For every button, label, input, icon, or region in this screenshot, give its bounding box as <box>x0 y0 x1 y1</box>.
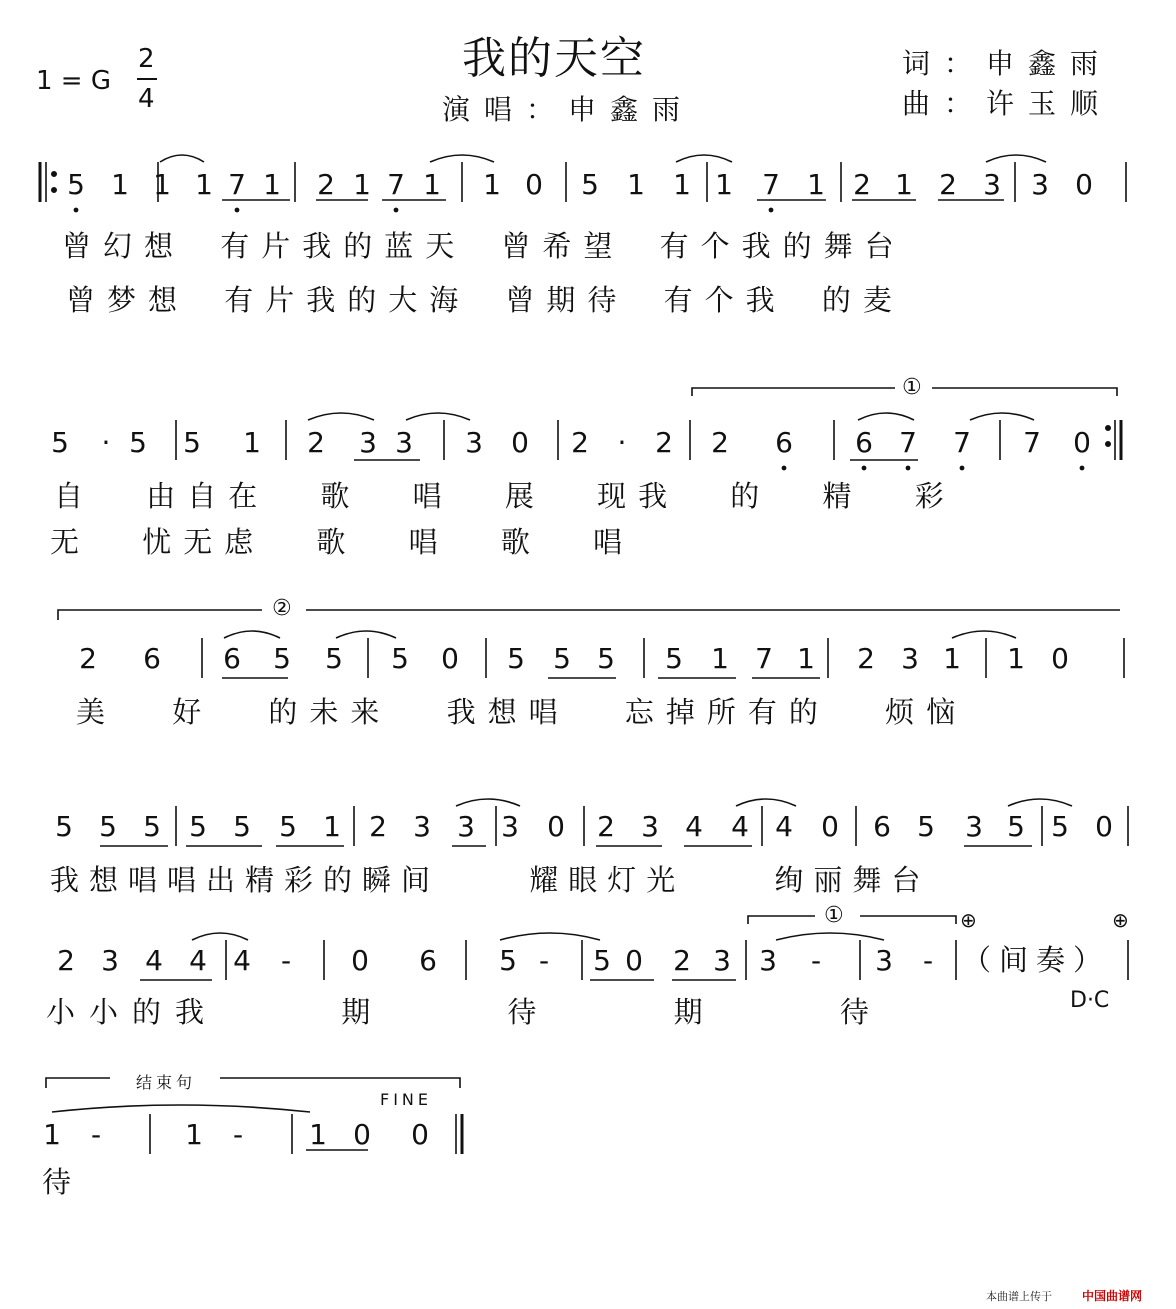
note-s3-19: 0 <box>1051 642 1069 675</box>
note-s6-1: 1 <box>43 1118 61 1151</box>
time-signature-top: 2 <box>138 44 155 74</box>
low-octave-dot <box>862 466 867 471</box>
ending-label: 结束句 <box>136 1073 197 1092</box>
note-s5-8: 6 <box>419 944 437 977</box>
note-s5-11: 5 <box>593 944 611 977</box>
lyrics-line-2-verse-1: 自 由自在 歌 唱 展 现我 的 精 彩 <box>54 479 956 513</box>
note-s3-3: 6 <box>223 642 241 675</box>
note-s4-16: 4 <box>731 810 749 843</box>
key-signature: 1 = G <box>36 66 112 96</box>
note-s3-11: 5 <box>665 642 683 675</box>
note-s5-6: - <box>280 944 292 977</box>
note-s2-11: 2 <box>571 426 589 459</box>
note-s4-14: 3 <box>641 810 659 843</box>
volta-2-label: ② <box>272 596 292 621</box>
note-s4-19: 6 <box>873 810 891 843</box>
volta-1-label-b: ① <box>824 903 844 928</box>
lyrics-line-4: 我想唱唱出精彩的瞬间 耀眼灯光 绚丽舞台 <box>50 863 931 897</box>
note-s1-19: 2 <box>853 168 871 201</box>
note-s3-10: 5 <box>597 642 615 675</box>
note-s1-20: 1 <box>895 168 913 201</box>
low-octave-dot <box>906 466 911 471</box>
note-s6-3: 1 <box>185 1118 203 1151</box>
note-s5-18: - <box>922 944 934 977</box>
note-s4-4: 5 <box>189 810 207 843</box>
note-s2-18: 7 <box>953 426 971 459</box>
composer-credit: 曲：许玉顺 <box>902 87 1113 120</box>
note-s2-12: · <box>617 426 627 459</box>
note-s3-6: 5 <box>391 642 409 675</box>
note-s1-3: 1 <box>153 168 171 201</box>
low-octave-dot <box>74 208 79 213</box>
note-s1-14: 1 <box>627 168 645 201</box>
note-s2-15: 6 <box>775 426 793 459</box>
note-s3-18: 1 <box>1007 642 1025 675</box>
note-s4-17: 4 <box>775 810 793 843</box>
note-s4-3: 5 <box>143 810 161 843</box>
note-s3-9: 5 <box>553 642 571 675</box>
note-s4-5: 5 <box>233 810 251 843</box>
lyrics-line-6: 待 <box>42 1165 72 1199</box>
note-s6-5: 1 <box>309 1118 327 1151</box>
note-s1-8: 1 <box>353 168 371 201</box>
note-s1-11: 1 <box>483 168 501 201</box>
site-logo-text[interactable]: 中国曲谱网 <box>1082 1289 1143 1303</box>
note-s2-5: 1 <box>243 426 261 459</box>
low-octave-dot <box>782 466 787 471</box>
interlude-label: （间奏） <box>962 943 1111 977</box>
note-s6-6: 0 <box>353 1118 371 1151</box>
note-s1-5: 7 <box>228 168 246 201</box>
note-s1-12: 0 <box>525 168 543 201</box>
note-s2-4: 5 <box>183 426 201 459</box>
note-s5-3: 4 <box>145 944 163 977</box>
note-s3-15: 2 <box>857 642 875 675</box>
note-s4-15: 4 <box>685 810 703 843</box>
note-s2-16: 6 <box>855 426 873 459</box>
note-s1-21: 2 <box>939 168 957 201</box>
note-s5-2: 3 <box>101 944 119 977</box>
note-s1-13: 5 <box>581 168 599 201</box>
note-s2-14: 2 <box>711 426 729 459</box>
note-s4-1: 5 <box>55 810 73 843</box>
note-s2-3: 5 <box>129 426 147 459</box>
note-s3-8: 5 <box>507 642 525 675</box>
note-s5-1: 2 <box>57 944 75 977</box>
note-s5-14: 3 <box>713 944 731 977</box>
note-s3-5: 5 <box>325 642 343 675</box>
note-s5-17: 3 <box>875 944 893 977</box>
note-s5-4: 4 <box>189 944 207 977</box>
note-s4-9: 3 <box>413 810 431 843</box>
note-s4-10: 3 <box>457 810 475 843</box>
note-s3-12: 1 <box>711 642 729 675</box>
note-s5-5: 4 <box>233 944 251 977</box>
page-title: 我的天空 <box>462 33 646 84</box>
coda-icon: ⊕ <box>960 908 977 932</box>
note-s4-8: 2 <box>369 810 387 843</box>
time-signature-bottom: 4 <box>138 84 155 114</box>
note-s2-9: 3 <box>465 426 483 459</box>
note-s2-19: 7 <box>1023 426 1041 459</box>
note-s5-9: 5 <box>499 944 517 977</box>
footer-uploaded-text: 本曲谱上传于 <box>986 1290 1052 1303</box>
note-s2-7: 3 <box>359 426 377 459</box>
note-s2-10: 0 <box>511 426 529 459</box>
note-s2-6: 2 <box>307 426 325 459</box>
note-s5-16: - <box>810 944 822 977</box>
low-octave-dot <box>235 208 240 213</box>
lyrics-line-1-verse-1: 曾幻想 有片我的蓝天 曾希望 有个我的舞台 <box>62 229 906 263</box>
note-s3-13: 7 <box>755 642 773 675</box>
note-s3-7: 0 <box>441 642 459 675</box>
note-s4-18: 0 <box>821 810 839 843</box>
note-s1-17: 7 <box>762 168 780 201</box>
note-s2-13: 2 <box>655 426 673 459</box>
note-s2-20: 0 <box>1073 426 1091 459</box>
note-s3-1: 2 <box>79 642 97 675</box>
note-s2-1: 5 <box>51 426 69 459</box>
note-s4-2: 5 <box>99 810 117 843</box>
lyrics-line-1-verse-2: 曾梦想 有片我的大海 曾期待 有个我 的麦 <box>66 283 904 317</box>
low-octave-dot <box>394 208 399 213</box>
note-s1-24: 0 <box>1075 168 1093 201</box>
note-s1-4: 1 <box>195 168 213 201</box>
note-s6-4: - <box>232 1118 244 1151</box>
lyricist-credit: 词：申鑫雨 <box>902 47 1113 80</box>
lyrics-line-5: 小小的我 期 待 期 待 <box>46 995 883 1029</box>
low-octave-dot <box>769 208 774 213</box>
low-octave-dot <box>1080 466 1085 471</box>
note-s1-9: 7 <box>387 168 405 201</box>
note-s3-17: 1 <box>943 642 961 675</box>
note-s3-2: 6 <box>143 642 161 675</box>
note-s4-23: 5 <box>1051 810 1069 843</box>
dc-marker: D·C <box>1070 988 1110 1013</box>
note-s5-10: - <box>538 944 550 977</box>
note-s5-15: 3 <box>759 944 777 977</box>
fine-marker: FINE <box>380 1090 432 1109</box>
note-s2-2: · <box>101 426 111 459</box>
note-s6-7: 0 <box>411 1118 429 1151</box>
note-s4-21: 3 <box>965 810 983 843</box>
note-s4-24: 0 <box>1095 810 1113 843</box>
lyrics-line-2-verse-2: 无 忧无虑 歌 唱 歌 唱 <box>50 525 635 559</box>
note-s1-16: 1 <box>715 168 733 201</box>
note-s3-14: 1 <box>797 642 815 675</box>
singer-credit: 演唱：申鑫雨 <box>442 93 695 126</box>
note-s1-1: 5 <box>67 168 85 201</box>
note-s1-15: 1 <box>673 168 691 201</box>
note-s1-22: 3 <box>983 168 1001 201</box>
note-s4-11: 3 <box>501 810 519 843</box>
note-s3-4: 5 <box>273 642 291 675</box>
note-s1-18: 1 <box>807 168 825 201</box>
note-s4-13: 2 <box>597 810 615 843</box>
note-s4-7: 1 <box>323 810 341 843</box>
note-s5-7: 0 <box>351 944 369 977</box>
volta-1-label: ① <box>902 375 922 400</box>
low-octave-dot <box>960 466 965 471</box>
lyrics-line-3: 美 好 的未来 我想唱 忘掉所有的 烦恼 <box>76 695 968 729</box>
note-s1-10: 1 <box>423 168 441 201</box>
note-s4-20: 5 <box>917 810 935 843</box>
note-s3-16: 3 <box>901 642 919 675</box>
note-s2-8: 3 <box>395 426 413 459</box>
note-s4-6: 5 <box>279 810 297 843</box>
note-s4-22: 5 <box>1007 810 1025 843</box>
note-s1-23: 3 <box>1031 168 1049 201</box>
note-s2-17: 7 <box>899 426 917 459</box>
note-s1-7: 2 <box>317 168 335 201</box>
coda-icon-2: ⊕ <box>1112 908 1129 932</box>
note-s1-2: 1 <box>111 168 129 201</box>
note-s5-12: 0 <box>625 944 643 977</box>
note-s6-2: - <box>90 1118 102 1151</box>
note-s5-13: 2 <box>673 944 691 977</box>
note-s1-6: 1 <box>263 168 281 201</box>
note-s4-12: 0 <box>547 810 565 843</box>
